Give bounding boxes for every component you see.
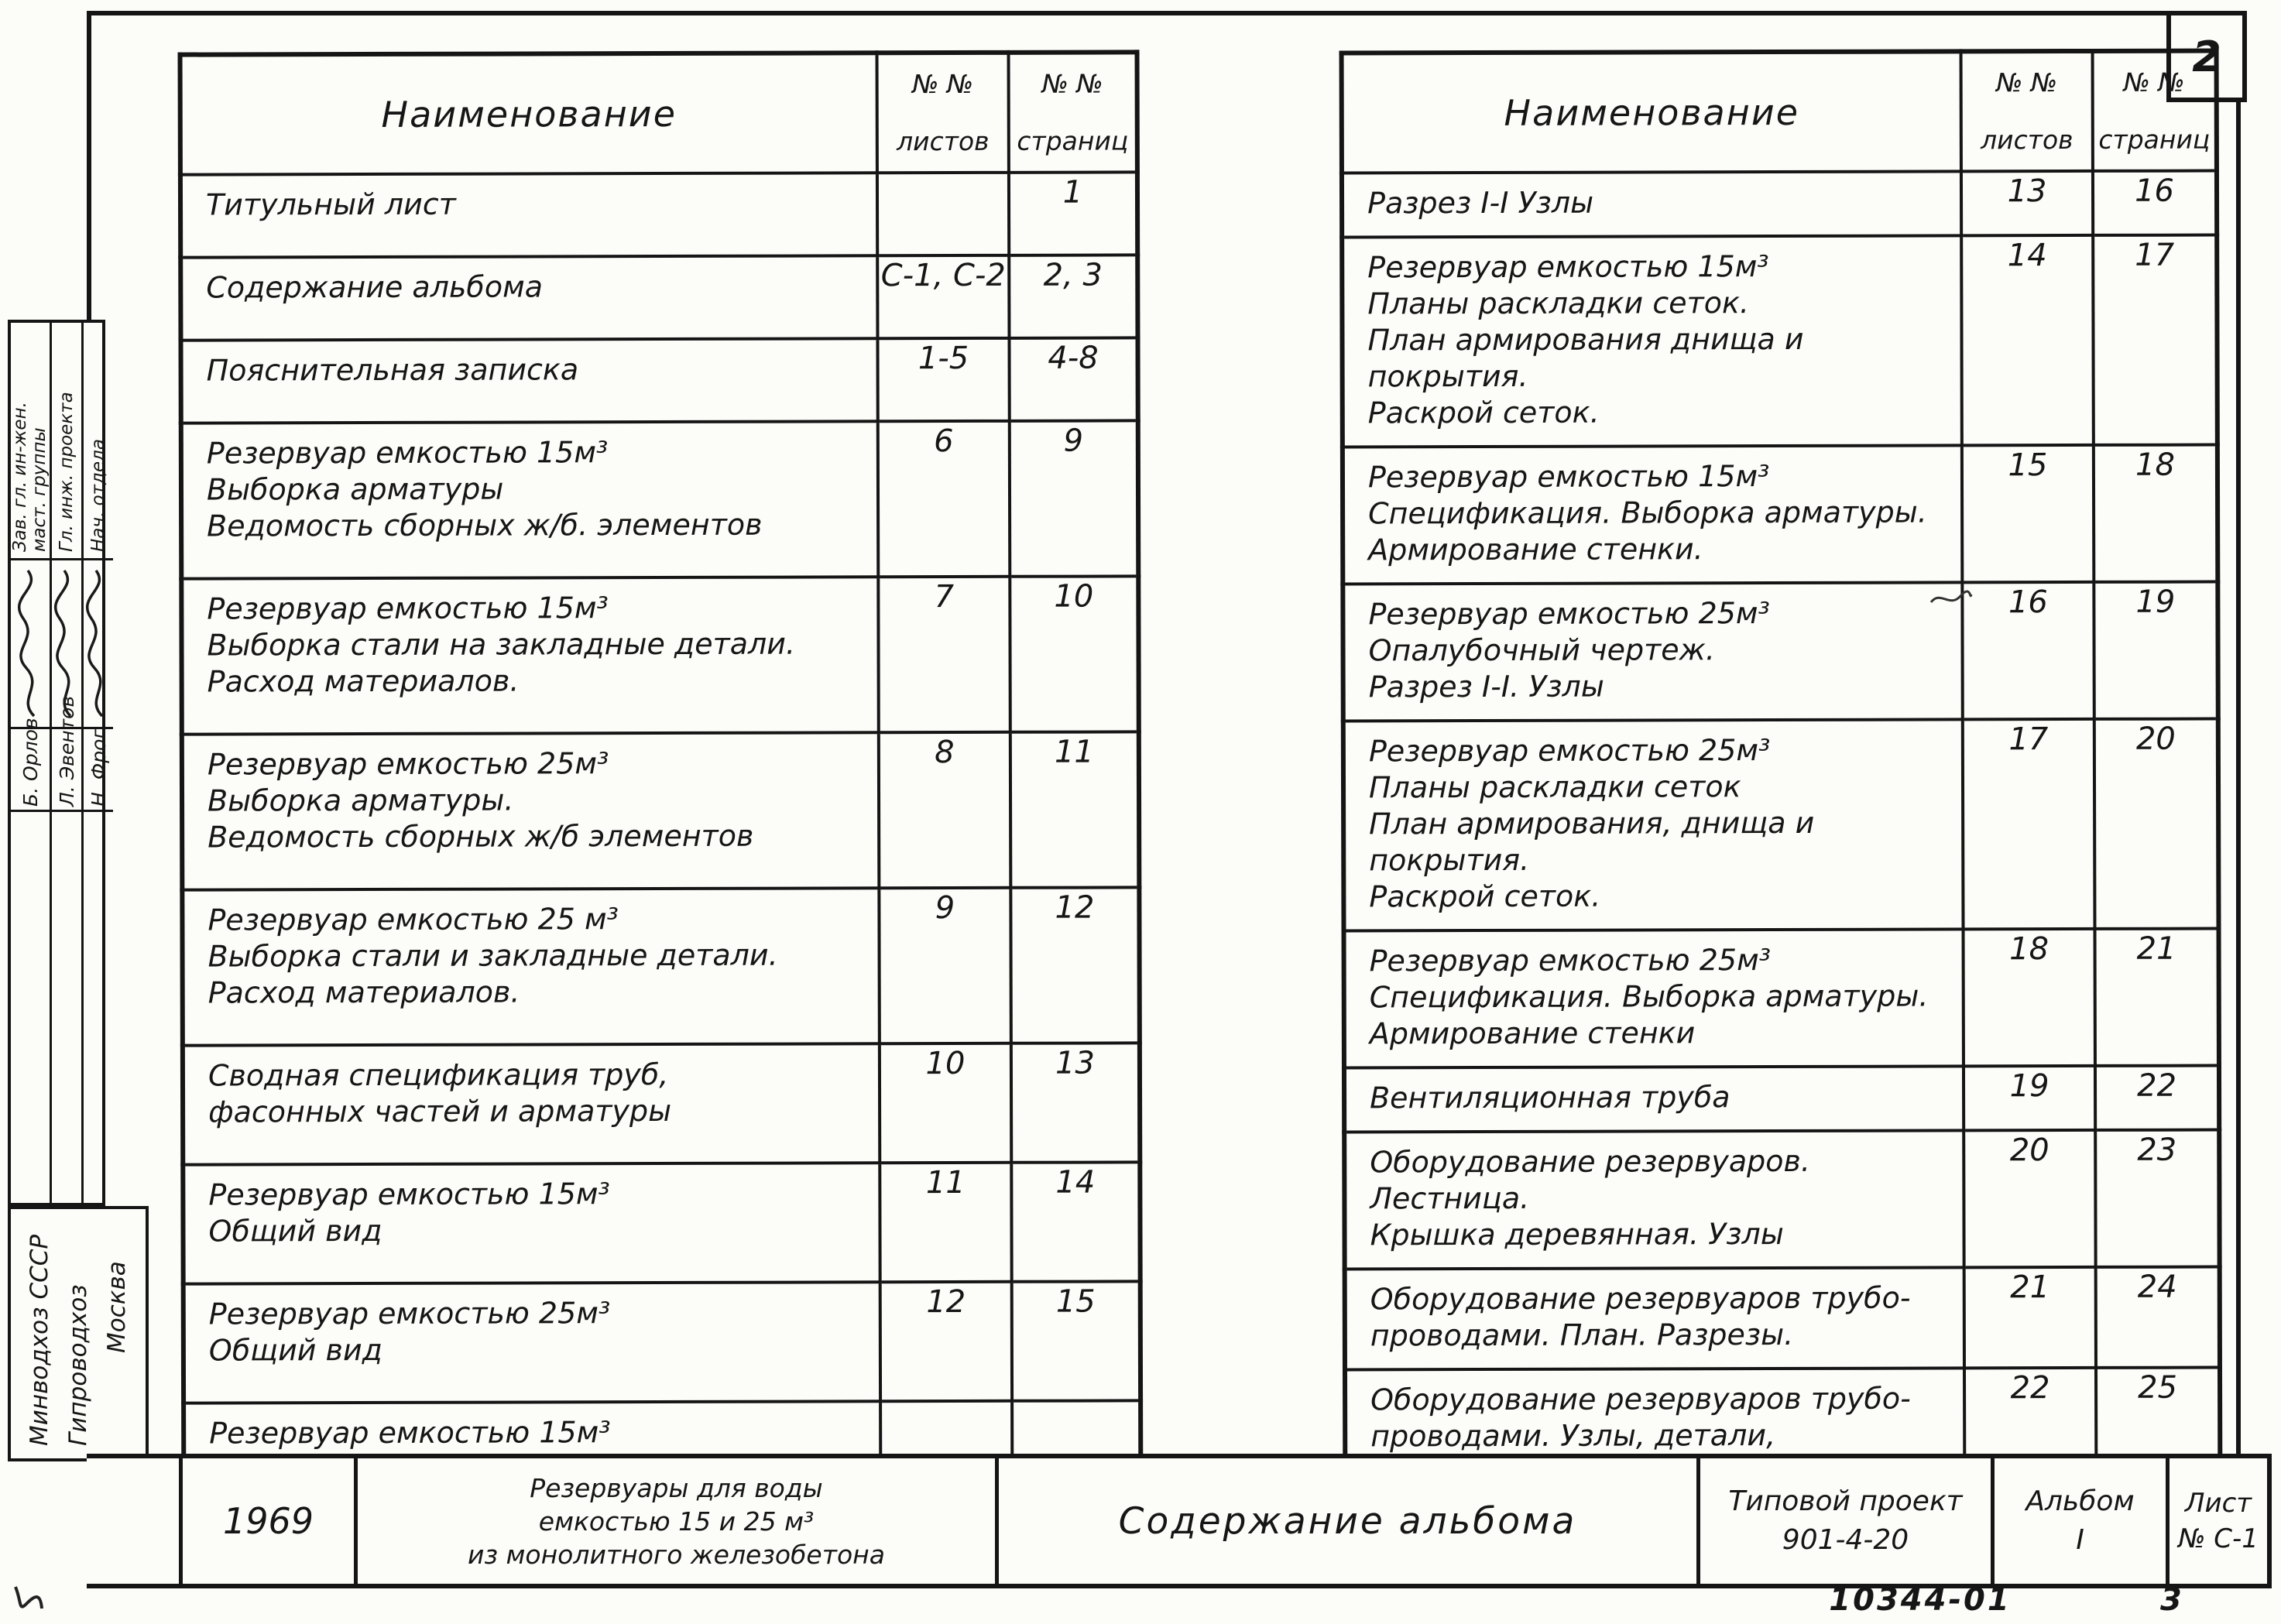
toc-entry-line: Резервуар емкостью 15м³ bbox=[208, 1177, 610, 1212]
stamp-name: Б. Орлов bbox=[11, 727, 50, 810]
toc-pages-cell: 19 bbox=[2094, 582, 2218, 719]
toc-pages-cell: 22 bbox=[2095, 1066, 2219, 1130]
stamp-role bbox=[52, 323, 81, 558]
toc-pages-cell: 18 bbox=[2094, 445, 2218, 582]
stamp-row bbox=[84, 323, 113, 1203]
toc-sheets-cell: 15 bbox=[1962, 445, 2094, 582]
toc-row bbox=[1345, 1267, 2220, 1370]
organization-line: Гипроводхоз bbox=[64, 1284, 92, 1446]
toc-pages-cell: 23 bbox=[2095, 1130, 2219, 1267]
toc-entry-line: Сводная спецификация труб, bbox=[208, 1057, 669, 1093]
toc-entry-line: Планы раскладки сеток bbox=[1368, 769, 1741, 805]
toc-entry-line: Выборка стали и закладные детали. bbox=[208, 937, 778, 974]
toc-row bbox=[1343, 582, 2218, 721]
col-header-sheets-line: № № bbox=[911, 68, 974, 100]
project-title-cell bbox=[358, 1458, 999, 1584]
toc-row bbox=[181, 420, 1139, 578]
toc-row bbox=[180, 172, 1137, 257]
toc-row bbox=[1343, 445, 2218, 584]
toc-entry-line: Резервуар емкостью 25 м³ bbox=[208, 902, 619, 937]
toc-entry-line: Оборудование резервуаров трубо- bbox=[1370, 1381, 1911, 1417]
list-number: № С-1 bbox=[2178, 1523, 2259, 1554]
col-header-pages-line: № № bbox=[1041, 68, 1103, 99]
stamp-role bbox=[84, 323, 113, 558]
toc-row bbox=[1342, 171, 2217, 238]
toc-table-left bbox=[178, 50, 1144, 1525]
toc-entry-line: Содержание альбома bbox=[206, 269, 544, 305]
stamp-empty-cell bbox=[52, 810, 81, 1203]
toc-entry-line: Выборка арматуры bbox=[206, 471, 504, 507]
toc-entry-line: Выборка стали на закладные детали. bbox=[207, 626, 796, 663]
list-label: Лист bbox=[2184, 1488, 2252, 1519]
toc-pages-cell: 10 bbox=[1010, 576, 1139, 731]
toc-entry-cell bbox=[1343, 719, 1964, 930]
toc-entry-line: Резервуар емкостью 25м³ bbox=[208, 1296, 611, 1331]
toc-sheets-cell: 12 bbox=[880, 1282, 1012, 1401]
toc-entry-line: Резервуар емкостью 25м³ bbox=[1369, 943, 1772, 978]
toc-entry-cell bbox=[182, 732, 880, 889]
toc-entry-line: Вентиляционная труба bbox=[1370, 1080, 1730, 1115]
toc-sheets-cell: 14 bbox=[1961, 235, 2094, 445]
stamp-empty-cell bbox=[11, 810, 50, 1203]
toc-pages-cell: 11 bbox=[1010, 731, 1140, 887]
organization-line: Москва bbox=[103, 1261, 131, 1353]
toc-sheets-cell: 13 bbox=[1961, 171, 2093, 235]
col-header-sheets bbox=[1961, 51, 2093, 171]
toc-pages-cell: 15 bbox=[1012, 1281, 1140, 1400]
toc-entry-cell bbox=[1345, 1267, 1964, 1369]
stamp-name: Н. Фрог bbox=[84, 727, 113, 810]
toc-entry-cell bbox=[183, 1043, 880, 1164]
toc-entry-cell bbox=[1342, 235, 1962, 447]
organization-line: Минводхоз СССР bbox=[26, 1234, 53, 1446]
toc-entry-line: Резервуар емкостью 15м³ bbox=[1367, 249, 1769, 285]
toc-entry-cell bbox=[1344, 1130, 1964, 1269]
toc-entry-line: Титульный лист bbox=[205, 187, 456, 222]
toc-row bbox=[183, 1043, 1140, 1164]
frame-right-line bbox=[2236, 11, 2241, 1579]
toc-pages-cell: 17 bbox=[2093, 235, 2218, 445]
toc-entry-line: Оборудование резервуаров трубо- bbox=[1370, 1280, 1911, 1317]
toc-pages-cell: 14 bbox=[1011, 1162, 1140, 1281]
toc-entry-cell bbox=[1342, 171, 1961, 237]
toc-entry-line: Разрез I-I. Узлы bbox=[1368, 669, 1604, 704]
project-type-number: 901-4-20 bbox=[1782, 1524, 1909, 1556]
toc-entry-cell bbox=[1343, 445, 1962, 584]
signature-mark bbox=[84, 558, 113, 727]
col-header-sheets bbox=[877, 53, 1009, 173]
toc-entry-line: проводами. План. Разрезы. bbox=[1370, 1317, 1794, 1353]
col-header-sheets-line: листов bbox=[1981, 125, 2073, 156]
col-header-pages bbox=[1009, 52, 1137, 172]
toc-sheets-cell: 22 bbox=[1964, 1368, 2096, 1506]
toc-pages-cell: 24 bbox=[2096, 1267, 2220, 1368]
toc-entry-line: Лестница. bbox=[1370, 1180, 1530, 1216]
project-type-cell bbox=[1700, 1458, 1995, 1584]
toc-sheets-cell: 17 bbox=[1963, 719, 2095, 929]
toc-entry-line: Резервуар емкостью 25м³ bbox=[1368, 733, 1771, 769]
toc-pages-cell: 25 bbox=[2096, 1368, 2220, 1506]
toc-sheets-cell: 1-5 bbox=[877, 338, 1009, 421]
project-title-line: емкостью 15 и 25 м³ bbox=[538, 1506, 815, 1537]
toc-row bbox=[1343, 719, 2219, 931]
col-header-name: Наименование bbox=[1342, 51, 1961, 173]
toc-entry-cell bbox=[183, 1163, 880, 1283]
toc-entry-line: Резервуар емкостью 15м³ bbox=[206, 435, 609, 471]
col-header-sheets-line: листов bbox=[896, 125, 990, 157]
toc-pages-cell: 20 bbox=[2094, 719, 2219, 929]
toc-entry-line: Пояснительная записка bbox=[206, 352, 579, 388]
toc-row bbox=[1344, 1066, 2219, 1132]
project-title-line: Резервуары для воды bbox=[530, 1472, 823, 1503]
toc-entry-cell bbox=[1344, 929, 1964, 1067]
frame-top-line bbox=[87, 11, 2241, 15]
toc-entry-line: Крышка деревянная. Узлы bbox=[1370, 1216, 1784, 1252]
toc-entry-line: Резервуар емкостью 15м³ bbox=[207, 591, 609, 626]
toc-entry-line: Армирование стенки. bbox=[1368, 532, 1703, 567]
toc-sheets-cell: 10 bbox=[880, 1043, 1011, 1163]
organization-box bbox=[8, 1206, 149, 1461]
project-type-label: Типовой проект bbox=[1728, 1485, 1963, 1517]
toc-pages-cell: 4-8 bbox=[1009, 337, 1137, 420]
album-cell bbox=[1995, 1458, 2170, 1584]
toc-entry-line: Спецификация. Выборка арматуры. bbox=[1369, 978, 1929, 1015]
toc-row bbox=[180, 255, 1137, 340]
stamp-role-line: маст. группы bbox=[29, 427, 50, 552]
col-header-pages bbox=[2093, 51, 2217, 171]
stamp-role-line: Гл. инж. проекта bbox=[56, 392, 77, 552]
toc-row bbox=[1344, 929, 2219, 1068]
toc-entry-cell bbox=[184, 1282, 880, 1403]
toc-header-row bbox=[1342, 51, 2217, 173]
toc-pages-cell: 12 bbox=[1010, 887, 1140, 1043]
toc-entry-line: Планы раскладки сеток. bbox=[1367, 286, 1750, 321]
toc-entry-line: Оборудование резервуаров. bbox=[1370, 1143, 1810, 1180]
stamp-empty-cell bbox=[84, 810, 113, 1203]
toc-entry-line: Общий вид bbox=[208, 1213, 382, 1249]
stamp-row bbox=[11, 323, 52, 1203]
sheet-title-cell bbox=[999, 1458, 1700, 1584]
toc-entry-line: План армирования днища и покрытия. bbox=[1367, 321, 1804, 394]
toc-pages-cell: 21 bbox=[2095, 929, 2219, 1066]
toc-entry-cell bbox=[180, 338, 877, 423]
toc-entry-cell bbox=[1344, 1066, 1964, 1132]
toc-entry-cell bbox=[1343, 582, 1962, 721]
project-title-line: из монолитного железобетона bbox=[468, 1539, 885, 1570]
toc-entry-line: фасонных частей и арматуры bbox=[208, 1093, 672, 1129]
toc-entry-cell bbox=[181, 421, 879, 578]
toc-entry-line: План армирования, днища и покрытия. bbox=[1369, 805, 1815, 878]
title-block-spacer bbox=[87, 1458, 183, 1584]
toc-entry-cell bbox=[181, 577, 879, 734]
year-cell bbox=[183, 1458, 358, 1584]
toc-sheets-cell: 8 bbox=[879, 732, 1011, 888]
stamp-role-line: Нач. отдела bbox=[87, 439, 108, 552]
toc-entry-line: Раскрой сеток. bbox=[1369, 879, 1601, 914]
sheet-title: Содержание альбома bbox=[1118, 1499, 1577, 1543]
toc-sheets-cell: 19 bbox=[1964, 1066, 2095, 1130]
toc-sheets-cell: 16 bbox=[1962, 582, 2094, 719]
toc-entry-line: Ведомость сборных ж/б. элементов bbox=[207, 507, 763, 543]
toc-row bbox=[181, 576, 1139, 734]
toc-row bbox=[184, 1281, 1140, 1403]
stamp-role-line: Зав. гл. ин-жен. bbox=[10, 402, 30, 552]
stamp-name: Л. Эвентов bbox=[52, 727, 81, 810]
toc-pages-cell: 13 bbox=[1011, 1043, 1140, 1162]
toc-entry-line: Раскрой сеток. bbox=[1367, 395, 1600, 430]
toc-sheets-cell: 21 bbox=[1964, 1267, 2096, 1368]
toc-entry-cell bbox=[182, 888, 880, 1045]
toc-sheets-cell: 18 bbox=[1964, 929, 2095, 1066]
toc-entry-line: Спецификация. Выборка арматуры. bbox=[1368, 495, 1927, 531]
album-number: I bbox=[2076, 1524, 2084, 1556]
title-block bbox=[87, 1454, 2272, 1588]
toc-row bbox=[1344, 1130, 2219, 1269]
list-cell bbox=[2170, 1458, 2272, 1584]
toc-entry-line: Выборка арматуры. bbox=[207, 783, 514, 818]
document-number: 10344-01 bbox=[1829, 1582, 2012, 1618]
toc-sheets-cell: С-1, С-2 bbox=[877, 255, 1009, 338]
toc-entry-cell bbox=[180, 173, 877, 257]
toc-table-right bbox=[1339, 49, 2223, 1510]
toc-sheets-cell bbox=[877, 173, 1009, 255]
album-label: Альбом bbox=[2025, 1485, 2135, 1517]
bottom-sheet-number: 3 bbox=[2160, 1582, 2184, 1618]
col-header-pages-line: № № bbox=[2123, 67, 2185, 98]
col-header-pages-line: страниц bbox=[2098, 124, 2211, 155]
stamp-role bbox=[11, 323, 50, 558]
toc-pages-cell: 1 bbox=[1009, 172, 1137, 255]
col-header-name: Наименование bbox=[180, 53, 877, 174]
toc-entry-line: Резервуар емкостью 15м³ bbox=[209, 1415, 611, 1451]
toc-entry-line: Резервуар емкостью 25м³ bbox=[1368, 596, 1770, 632]
toc-sheets-cell: 9 bbox=[879, 888, 1011, 1043]
toc-sheets-cell: 20 bbox=[1964, 1130, 2095, 1267]
col-header-sheets-line: № № bbox=[1996, 67, 2058, 98]
toc-row bbox=[183, 1162, 1140, 1283]
toc-entry-line: Расход материалов. bbox=[208, 975, 520, 1010]
toc-pages-cell: 2, 3 bbox=[1009, 255, 1137, 337]
toc-row bbox=[182, 731, 1140, 889]
toc-row bbox=[1342, 235, 2218, 447]
toc-header-row bbox=[180, 52, 1137, 174]
toc-entry-line: Армирование стенки bbox=[1369, 1016, 1696, 1051]
toc-row bbox=[182, 887, 1140, 1045]
signature-mark bbox=[11, 558, 50, 727]
toc-entry-line: Опалубочный чертеж. bbox=[1368, 632, 1715, 668]
toc-row bbox=[180, 337, 1137, 423]
page-number: 2 bbox=[2192, 32, 2221, 81]
signature-mark bbox=[52, 558, 81, 727]
toc-entry-line: проводами. Узлы, детали, bbox=[1370, 1418, 1776, 1454]
approval-stamp bbox=[8, 320, 110, 1206]
stray-mark bbox=[11, 1581, 46, 1619]
toc-entry-line: Ведомость сборных ж/б элементов bbox=[208, 818, 754, 855]
col-header-pages-line: страниц bbox=[1017, 125, 1129, 156]
toc-entry-line: Резервуар емкостью 15м³ bbox=[1367, 459, 1770, 495]
toc-entry-line: Расход материалов. bbox=[207, 663, 520, 699]
year-value: 1969 bbox=[222, 1500, 314, 1542]
toc-pages-cell: 9 bbox=[1010, 420, 1139, 576]
toc-pages-cell: 16 bbox=[2093, 171, 2217, 235]
toc-sheets-cell: 11 bbox=[880, 1163, 1011, 1282]
toc-sheets-cell: 6 bbox=[878, 421, 1010, 577]
stamp-row bbox=[52, 323, 84, 1203]
stray-mark bbox=[1928, 587, 1974, 613]
toc-sheets-cell: 7 bbox=[878, 577, 1010, 732]
toc-entry-line: Общий вид bbox=[208, 1332, 382, 1368]
toc-entry-line: Разрез I-I Узлы bbox=[1367, 185, 1594, 221]
toc-entry-cell bbox=[180, 255, 877, 340]
toc-entry-line: Резервуар емкостью 25м³ bbox=[207, 746, 609, 782]
